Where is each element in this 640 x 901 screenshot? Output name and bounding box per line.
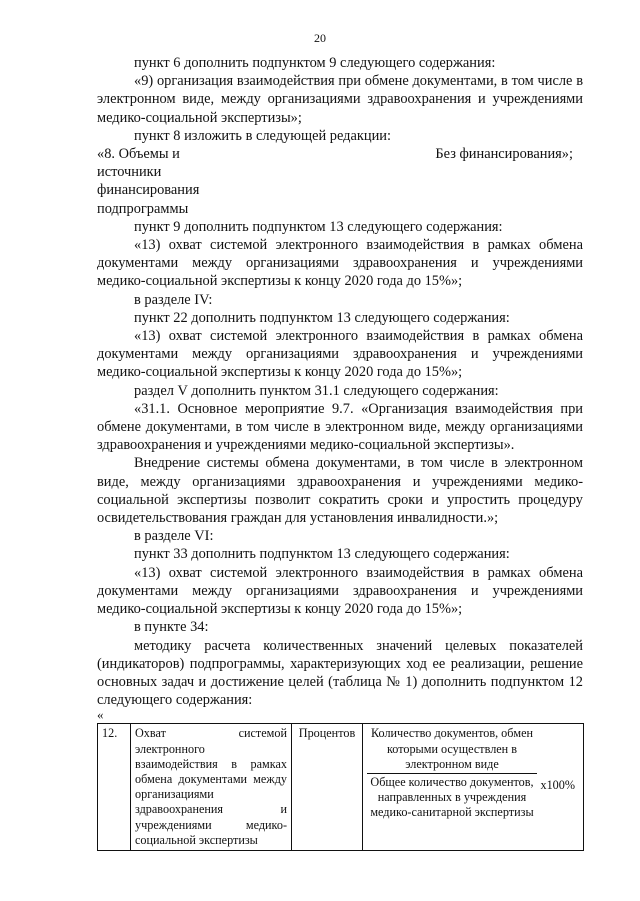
formula-denominator: Общее количество документов, направленных в учреждения медико-санитарной экспертизы xyxy=(370,774,534,820)
paragraph: в разделе IV: xyxy=(134,291,213,308)
table-cell-number: 12. xyxy=(98,724,131,851)
paragraph: «31.1. Основное мероприятие 9.7. «Организация взаимодействия при обмене документами, в том числе в электронном виде, между организациями здравоохранения и учреждениями медико-социальной экспертизы». xyxy=(97,400,583,454)
open-quote: « xyxy=(97,707,104,723)
passport-row xyxy=(97,145,583,218)
formula-numerator: Количество документов, обмен которыми осуществлен в электронном виде xyxy=(367,726,537,774)
paragraph: методику расчета количественных значений целевых показателей (индикаторов) подпрограммы, характеризующих ход ее реализации, решение основных задач и достижение целей (таблица № 1) дополнить подпунктом 12 следующего содержания: xyxy=(97,637,583,709)
table-cell-unit: Процентов xyxy=(292,724,363,851)
formula-multiplier: x100% xyxy=(540,778,575,793)
document-body xyxy=(97,54,583,851)
paragraph: раздел V дополнить пунктом 31.1 следующего содержания: xyxy=(134,382,499,399)
indicator-table xyxy=(97,723,584,851)
paragraph: «13) охват системой электронного взаимодействия в рамках обмена документами между организациями здравоохранения и учреждениями медико-социальной экспертизы к концу 2020 года до 15%»; xyxy=(97,237,583,290)
formula-fraction xyxy=(367,726,537,820)
paragraph: «13) охват системой электронного взаимодействия в рамках обмена документами между организациями здравоохранения и учреждениями медико-социальной экспертизы к концу 2020 года до 15%»; xyxy=(97,564,583,618)
paragraph: в разделе VI: xyxy=(134,528,214,545)
paragraph: «9) организация взаимодействия при обмене документами, в том числе в электронном виде, между организациями здравоохранения и учреждениями медико-социальной экспертизы»; xyxy=(97,73,583,126)
paragraph: пункт 33 дополнить подпунктом 13 следующего содержания: xyxy=(134,546,510,563)
table-cell-name: Охват системой электронного взаимодействия в рамках обмена документами между организациями здравоохранения и учреждениями медико-социальной экспертизы xyxy=(131,724,292,851)
passport-label: «8. Объемы и источники финансирования подпрограммы xyxy=(97,146,200,217)
page-number: 20 xyxy=(314,31,326,45)
paragraph: в пункте 34: xyxy=(134,619,209,636)
paragraph: пункт 8 изложить в следующей редакции: xyxy=(134,127,391,144)
paragraph: Внедрение системы обмена документами, в том числе в электронном виде, между организациями здравоохранения и учреждениями медико-социальной экспертизы позволит сократить сроки и упростить процедуру освидетельствования граждан для установления инвалидности.»; xyxy=(97,455,583,527)
paragraph: «13) охват системой электронного взаимодействия в рамках обмена документами между организациями здравоохранения и учреждениями медико-социальной экспертизы к концу 2020 года до 15%»; xyxy=(97,328,583,381)
table-row xyxy=(98,724,584,851)
paragraph: пункт 22 дополнить подпунктом 13 следующего содержания: xyxy=(134,309,510,326)
passport-value: Без финансирования»; xyxy=(435,146,573,163)
paragraph: пункт 6 дополнить подпунктом 9 следующего содержания: xyxy=(134,55,496,71)
table-cell-formula xyxy=(363,724,584,851)
paragraph: пункт 9 дополнить подпунктом 13 следующего содержания: xyxy=(134,218,503,235)
